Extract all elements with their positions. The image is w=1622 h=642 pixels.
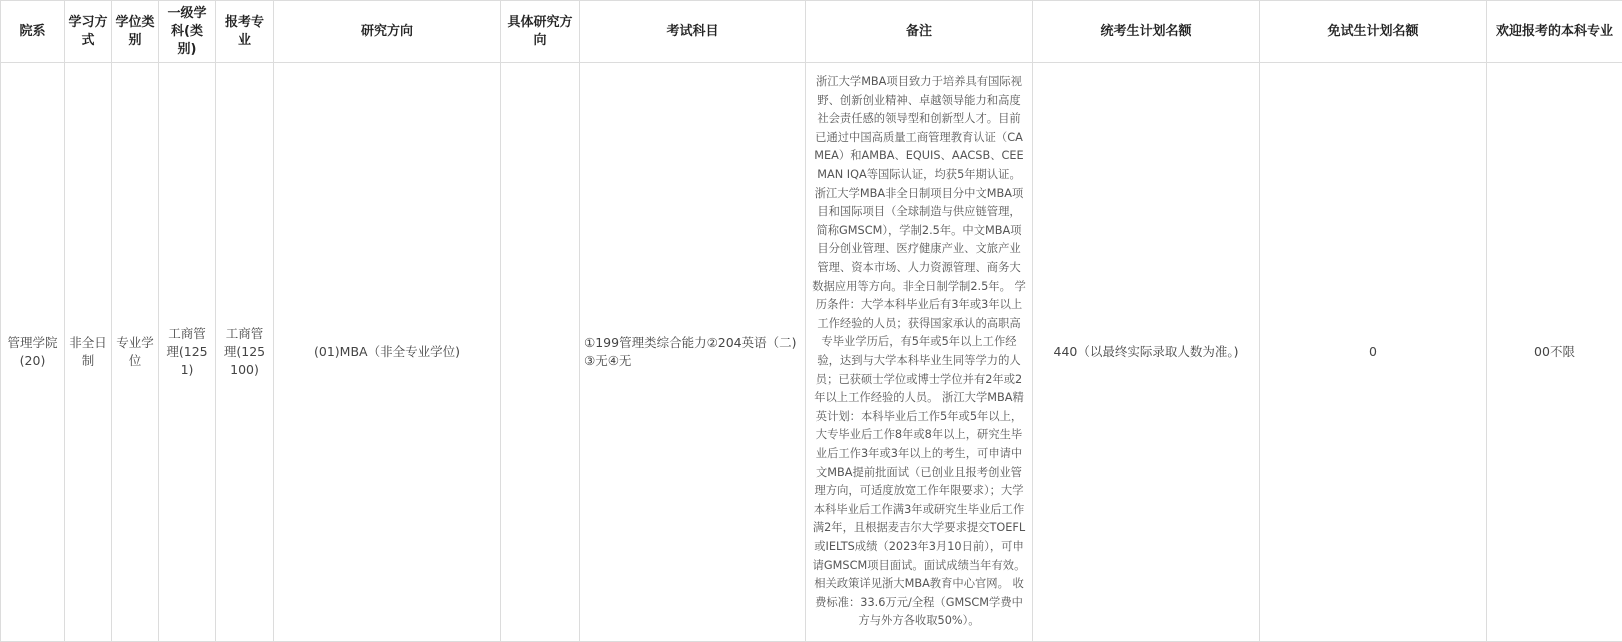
- header-unified-quota: 统考生计划名额: [1033, 1, 1260, 63]
- header-exam-subjects: 考试科目: [580, 1, 806, 63]
- cell-welcome-majors: 00不限: [1487, 63, 1622, 642]
- cell-study-mode: 非全日制: [65, 63, 112, 642]
- table-row: [1, 63, 1622, 642]
- header-discipline: 一级学科(类别): [159, 1, 216, 63]
- header-department: 院系: [1, 1, 65, 63]
- cell-exam-subjects: ①199管理类综合能力②204英语（二)③无④无: [580, 63, 806, 642]
- header-research-direction: 研究方向: [274, 1, 501, 63]
- cell-department: 管理学院(20): [1, 63, 65, 642]
- cell-research-direction: (01)MBA（非全专业学位): [274, 63, 501, 642]
- header-welcome-majors: 欢迎报考的本科专业: [1487, 1, 1622, 63]
- cell-exempt-quota: 0: [1260, 63, 1487, 642]
- cell-degree-type: 专业学位: [112, 63, 159, 642]
- cell-major: 工商管理(125100): [216, 63, 274, 642]
- cell-note: 浙江大学MBA项目致力于培养具有国际视野、创新创业精神、卓越领导能力和高度社会责任感的领导型和创新型人才。目前已通过中国高质量工商管理教育认证（CAMEA）和AMBA、EQUIS、AACSB、CEEMAN IQA等国际认证，均获5年期认证。 浙江大学MBA非全日制项目分中文MBA项目和国际项目（全球制造与供应链管理，简称GMSCM），学制2.5年。中文MBA项目分创业管理、医疗健康产业、文旅产业管理、资本市场、人力资源管理、商务大数据应用等方向。非全日制学制2.5年。 学历条件：大学本科毕业后有3年或3年以上工作经验的人员；获得国家承认的高职高专毕业学历后，有5年或5年以上工作经验，达到与大学本科毕业生同等学力的人员；已获硕士学位或博士学位并有2年或2年以上工作经验的人员。 浙江大学MBA精英计划：本科毕业后工作5年或5年以上，大专毕业后工作8年或8年以上，研究生毕业后工作3年或3年以上的考生，可申请中文MBA提前批面试（已创业且报考创业管理方向，可适度放宽工作年限要求）；大学本科毕业后工作满3年或研究生毕业后工作满2年，且根据麦吉尔大学要求提交TOEFL或IELTS成绩（2023年3月10日前），可申请GMSCM项目面试。面试成绩当年有效。相关政策详见浙大MBA教育中心官网。 收费标准：33.6万元/全程（GMSCM学费中方与外方各收取50%）。: [806, 63, 1033, 642]
- header-note: 备注: [806, 1, 1033, 63]
- header-study-mode: 学习方式: [65, 1, 112, 63]
- header-row: [1, 1, 1622, 63]
- header-specific-direction: 具体研究方向: [501, 1, 580, 63]
- header-major: 报考专业: [216, 1, 274, 63]
- cell-discipline: 工商管理(1251): [159, 63, 216, 642]
- header-exempt-quota: 免试生计划名额: [1260, 1, 1487, 63]
- header-degree-type: 学位类别: [112, 1, 159, 63]
- cell-unified-quota: 440（以最终实际录取人数为准。): [1033, 63, 1260, 642]
- cell-specific-direction: [501, 63, 580, 642]
